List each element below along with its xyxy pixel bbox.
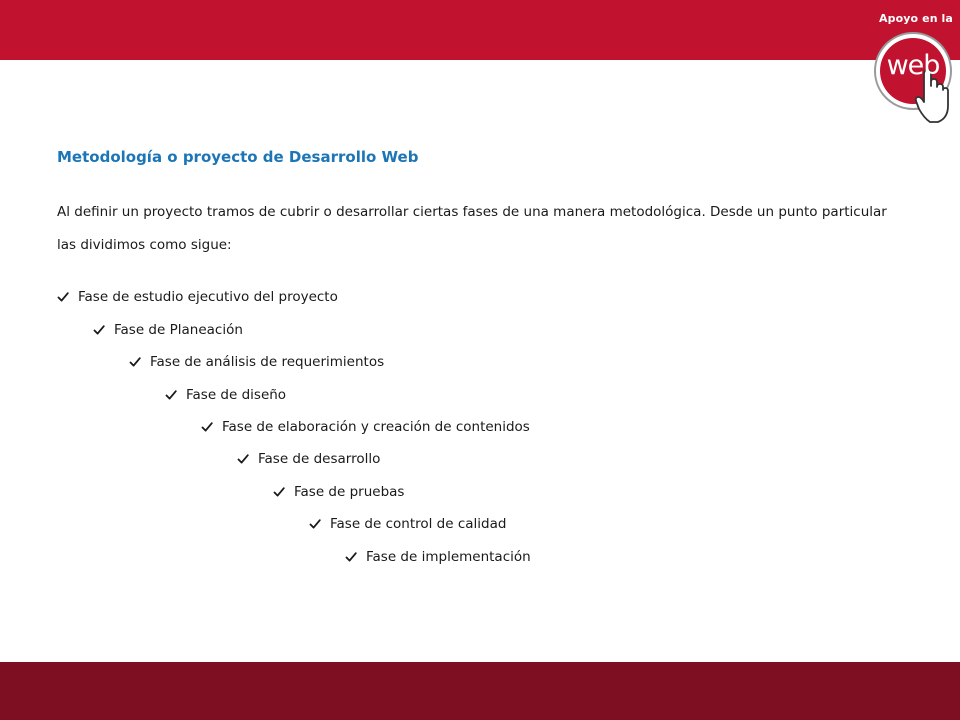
logo-caption: Apoyo en la bbox=[879, 12, 953, 25]
logo-word: web bbox=[886, 50, 940, 81]
checkmark-icon bbox=[237, 453, 249, 465]
phase-label: Fase de pruebas bbox=[294, 484, 405, 500]
list-item bbox=[165, 387, 286, 403]
list-item bbox=[129, 354, 384, 370]
intro-paragraph: Al definir un proyecto tramos de cubrir o desarrollar ciertas fases de una manera metodológica. Desde un punto particular las dividimos como sigue: bbox=[57, 204, 887, 253]
phase-label: Fase de estudio ejecutivo del proyecto bbox=[78, 289, 338, 305]
apoyo-web-logo bbox=[872, 8, 960, 128]
phase-label: Fase de análisis de requerimientos bbox=[150, 354, 385, 370]
phase-label: Fase de desarrollo bbox=[258, 451, 381, 467]
phase-label: Fase de Planeación bbox=[114, 322, 243, 338]
checkmark-icon bbox=[309, 518, 321, 530]
list-item bbox=[345, 549, 531, 565]
list-item bbox=[309, 516, 506, 532]
checkmark-icon bbox=[57, 291, 69, 303]
list-item bbox=[93, 322, 243, 338]
phase-label: Fase de diseño bbox=[186, 387, 287, 403]
footer-bar bbox=[0, 662, 960, 720]
header-bar bbox=[0, 0, 960, 60]
checkmark-icon bbox=[201, 421, 213, 433]
page-title: Metodología o proyecto de Desarrollo Web bbox=[57, 148, 419, 166]
phase-label: Fase de elaboración y creación de contenidos bbox=[222, 419, 530, 435]
checkmark-icon bbox=[93, 324, 105, 336]
checkmark-icon bbox=[345, 551, 357, 563]
checkmark-icon bbox=[273, 486, 285, 498]
checkmark-icon bbox=[165, 389, 177, 401]
checkmark-icon bbox=[129, 356, 141, 368]
list-item bbox=[237, 451, 380, 467]
list-item bbox=[57, 289, 338, 305]
list-item bbox=[273, 484, 404, 500]
phase-label: Fase de control de calidad bbox=[330, 516, 507, 532]
list-item bbox=[201, 419, 530, 435]
phase-label: Fase de implementación bbox=[366, 549, 531, 565]
